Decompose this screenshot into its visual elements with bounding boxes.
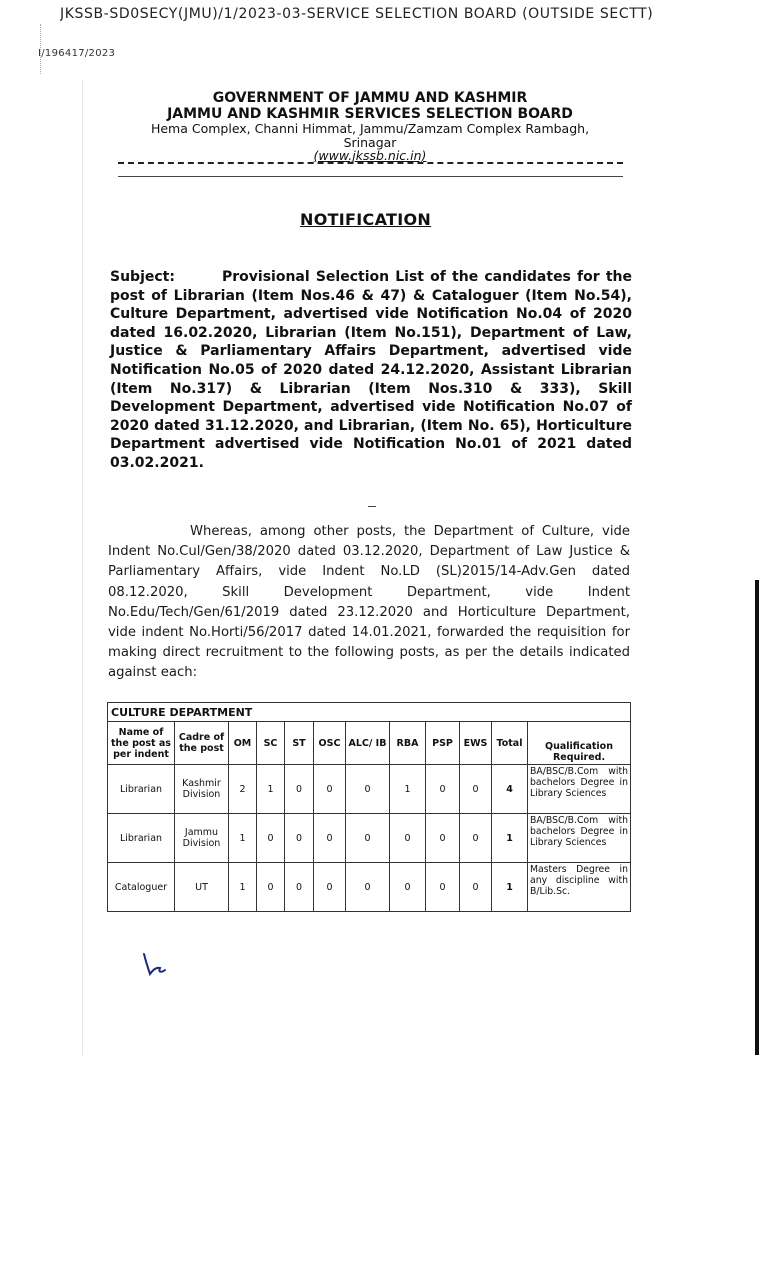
website-link[interactable]: (www.jkssb.nic.in) (313, 148, 427, 163)
table-cell: Kashmir Division (175, 765, 229, 814)
table-row (108, 863, 631, 912)
table-header-row (108, 722, 631, 765)
board-title: JAMMU AND KASHMIR SERVICES SELECTION BOARD (167, 106, 573, 122)
notification-heading: NOTIFICATION (300, 210, 432, 229)
table-cell: 0 (460, 814, 492, 863)
table-cell: 0 (426, 765, 460, 814)
column-header: ALC/ IB (346, 722, 390, 765)
initials-signature (140, 950, 180, 980)
department-heading: CULTURE DEPARTMENT (108, 703, 631, 722)
column-header: OM (229, 722, 257, 765)
column-header: PSP (426, 722, 460, 765)
table-cell: 1 (257, 765, 285, 814)
scan-edge (82, 80, 83, 1055)
table-cell: Cataloguer (108, 863, 175, 912)
document-number: I/196417/2023 (38, 48, 116, 59)
column-header: Total (492, 722, 528, 765)
table-cell: 1 (229, 863, 257, 912)
body-text: Whereas, among other posts, the Department of Culture, vide Indent No.Cul/Gen/38/2020 dated 03.12.2020, Department of Law Justice & Parliamentary Affairs, vide Indent No.LD (SL)2015/14-Adv.Gen dated 08.12.2020, Skill Development Department, vide Indent No.Edu/Tech/Gen/61/2019 dated 23.12.2020 and Horticulture Department, vide indent No.Horti/56/2017 dated 14.01.2021, forwarded the requisition for making direct recruitment to the following posts, as per the details indicated against each: (108, 524, 630, 681)
city: Srinagar (343, 135, 397, 150)
table-cell: 4 (492, 765, 528, 814)
government-title: GOVERNMENT OF JAMMU AND KASHMIR (212, 90, 528, 106)
table-cell: 1 (492, 814, 528, 863)
column-header: Qualification Required. (528, 722, 631, 765)
table-row (108, 814, 631, 863)
column-header: ST (285, 722, 314, 765)
column-header: SC (257, 722, 285, 765)
column-header: Name of the post as per indent (108, 722, 175, 765)
body-paragraph (108, 522, 630, 684)
table-cell: 0 (285, 863, 314, 912)
table-cell: 1 (492, 863, 528, 912)
small-dash (368, 506, 376, 507)
table-cell: 0 (314, 814, 346, 863)
dashed-divider (118, 162, 623, 164)
divider (118, 176, 623, 177)
table-cell: 1 (390, 765, 426, 814)
table-cell: 0 (285, 814, 314, 863)
table-cell: 0 (257, 863, 285, 912)
table-cell: 0 (346, 765, 390, 814)
column-header: RBA (390, 722, 426, 765)
column-header: EWS (460, 722, 492, 765)
table-cell: 0 (426, 863, 460, 912)
table-cell: 0 (426, 814, 460, 863)
column-header: OSC (314, 722, 346, 765)
table-cell: 0 (346, 814, 390, 863)
posts-table-wrapper (107, 702, 630, 912)
table-cell: Masters Degree in any discipline with B/Lib.Sc. (528, 863, 631, 912)
table-cell: 0 (314, 863, 346, 912)
scan-edge-bar (755, 580, 759, 1055)
table-cell: BA/BSC/B.Com with bachelors Degree in Library Sciences (528, 814, 631, 863)
table-cell: Jammu Division (175, 814, 229, 863)
subject-block (110, 268, 632, 473)
table-cell: 2 (229, 765, 257, 814)
top-reference: JKSSB-SD0SECY(JMU)/1/2023-03-SERVICE SELECTION BOARD (OUTSIDE SECTT) (60, 6, 654, 22)
table-cell: Librarian (108, 765, 175, 814)
table-cell: 0 (460, 765, 492, 814)
address: Hema Complex, Channi Himmat, Jammu/Zamzam Complex Rambagh, (150, 121, 590, 136)
posts-table (107, 702, 631, 912)
table-cell: BA/BSC/B.Com with bachelors Degree in Library Sciences (528, 765, 631, 814)
subject-text: Provisional Selection List of the candidates for the post of Librarian (Item Nos.46 & 47) & Cataloguer (Item No.54), Culture Department, advertised vide Notification No.04 of 2020 dated 16.02.2020, Librarian (Item No.151), Department of Law, Justice & Parliamentary Affairs Department, advertised vide Notification No.05 of 2020 dated 24.12.2020, Assistant Librarian (Item No.317) & Librarian (Item Nos.310 & 333), Skill Development Department, advertised vide Notification No.07 of 2020 dated 31.12.2020, and Librarian, (Item No. 65), Horticulture Department advertised vide Notification No.01 of 2021 dated 03.02.2021. (110, 269, 632, 471)
column-header: Cadre of the post (175, 722, 229, 765)
table-cell: 0 (460, 863, 492, 912)
letterhead (120, 90, 620, 163)
table-cell: 0 (390, 814, 426, 863)
table-cell: 0 (346, 863, 390, 912)
table-cell: 0 (390, 863, 426, 912)
subject-label: Subject: (110, 269, 175, 285)
table-cell: Librarian (108, 814, 175, 863)
table-cell: 1 (229, 814, 257, 863)
table-cell: 0 (285, 765, 314, 814)
table-row (108, 765, 631, 814)
table-cell: 0 (257, 814, 285, 863)
table-cell: 0 (314, 765, 346, 814)
table-cell: UT (175, 863, 229, 912)
